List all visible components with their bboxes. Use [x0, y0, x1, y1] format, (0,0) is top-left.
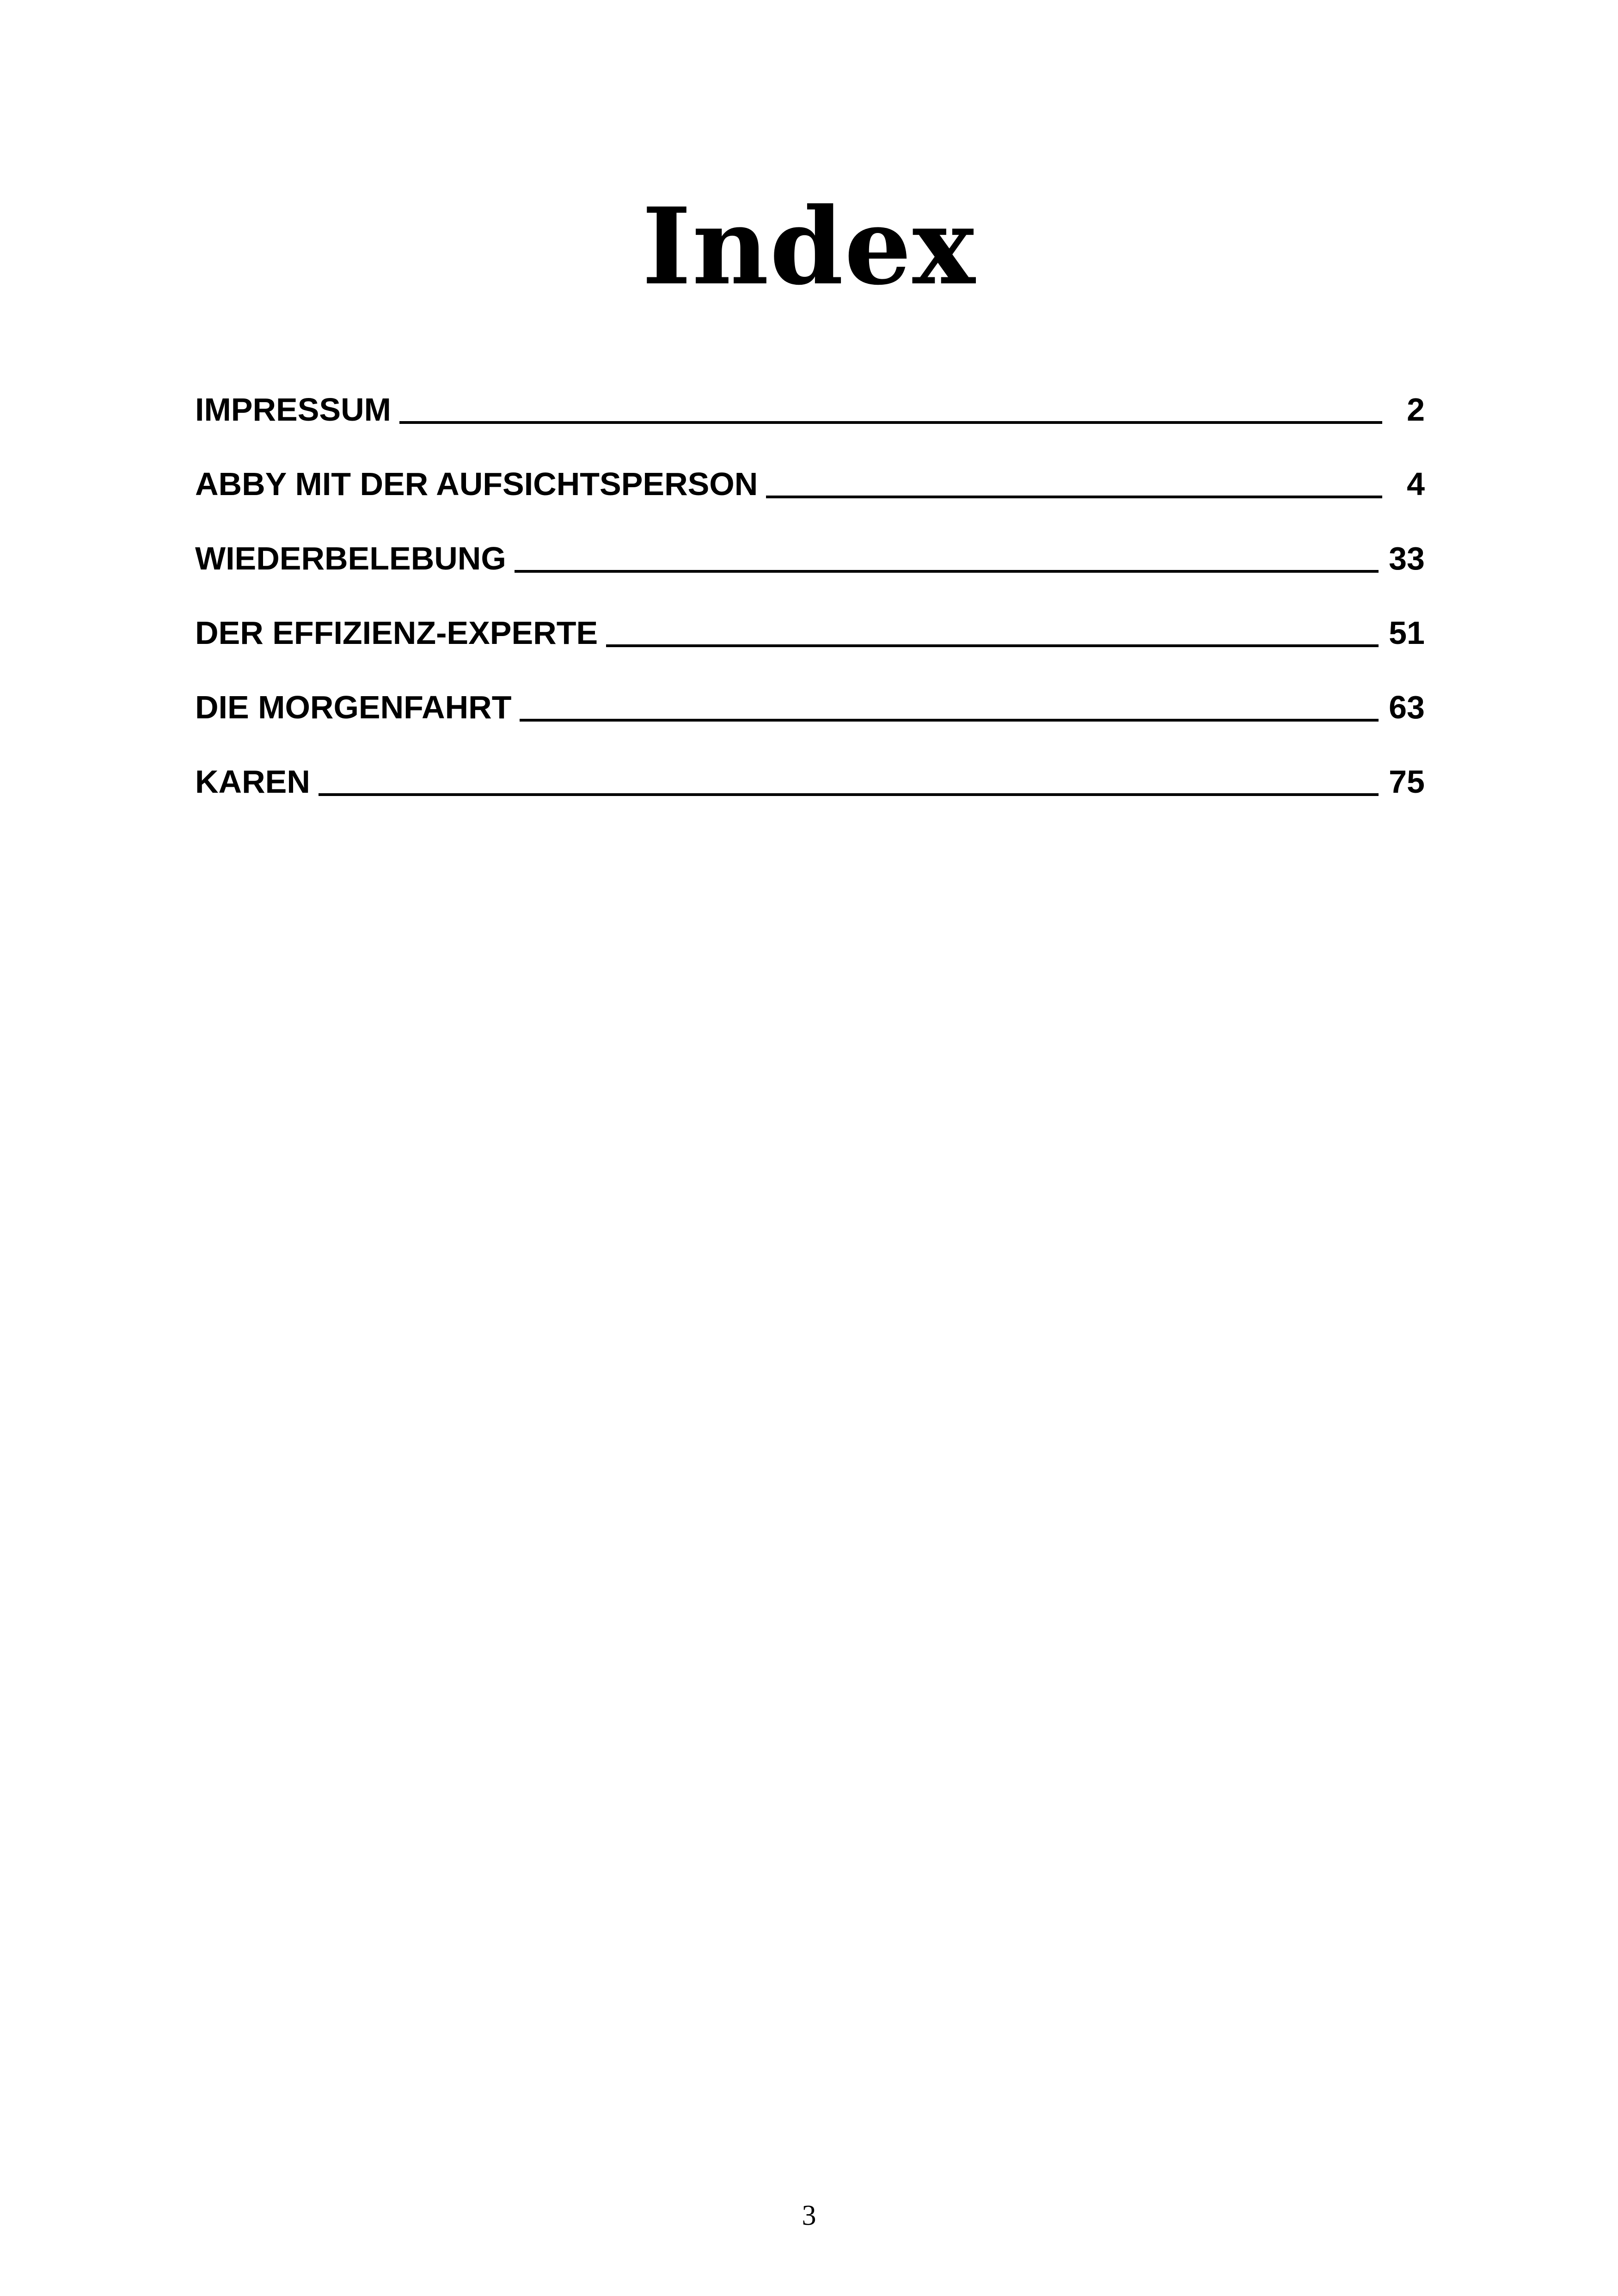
toc-entry-die-morgenfahrt[interactable]: [195, 654, 1425, 728]
toc-leader-line: [520, 719, 1379, 722]
toc-leader-line: [766, 496, 1382, 498]
toc-leader-line: [319, 793, 1379, 796]
page-number: 3: [802, 2200, 816, 2231]
toc-entry-page: 33: [1389, 540, 1425, 576]
toc-entry-page: 51: [1389, 615, 1425, 651]
toc-entry-karen[interactable]: [195, 728, 1425, 802]
toc-leader-line: [515, 570, 1379, 573]
toc-leader-line: [606, 644, 1379, 647]
toc-entry-label: KAREN: [195, 764, 310, 800]
page-title: Index: [642, 184, 976, 308]
table-of-contents: [195, 356, 1425, 802]
toc-entry-page: 2: [1407, 392, 1425, 428]
toc-entry-label: DIE MORGENFAHRT: [195, 689, 512, 725]
toc-leader-line: [399, 421, 1382, 424]
toc-entry-label: WIEDERBELEBUNG: [195, 540, 506, 576]
toc-entry-wiederbelebung[interactable]: [195, 505, 1425, 579]
toc-entry-page: 4: [1407, 466, 1425, 502]
toc-entry-label: DER EFFIZIENZ-EXPERTE: [195, 615, 598, 651]
toc-entry-label: ABBY MIT DER AUFSICHTSPERSON: [195, 466, 758, 502]
toc-entry-page: 75: [1389, 764, 1425, 800]
toc-entry-label: IMPRESSUM: [195, 392, 391, 428]
toc-entry-abby-mit-der-aufsichtsperson[interactable]: [195, 430, 1425, 505]
toc-entry-page: 63: [1389, 689, 1425, 725]
toc-entry-impressum[interactable]: [195, 356, 1425, 430]
toc-entry-der-effizienz-experte[interactable]: [195, 579, 1425, 654]
